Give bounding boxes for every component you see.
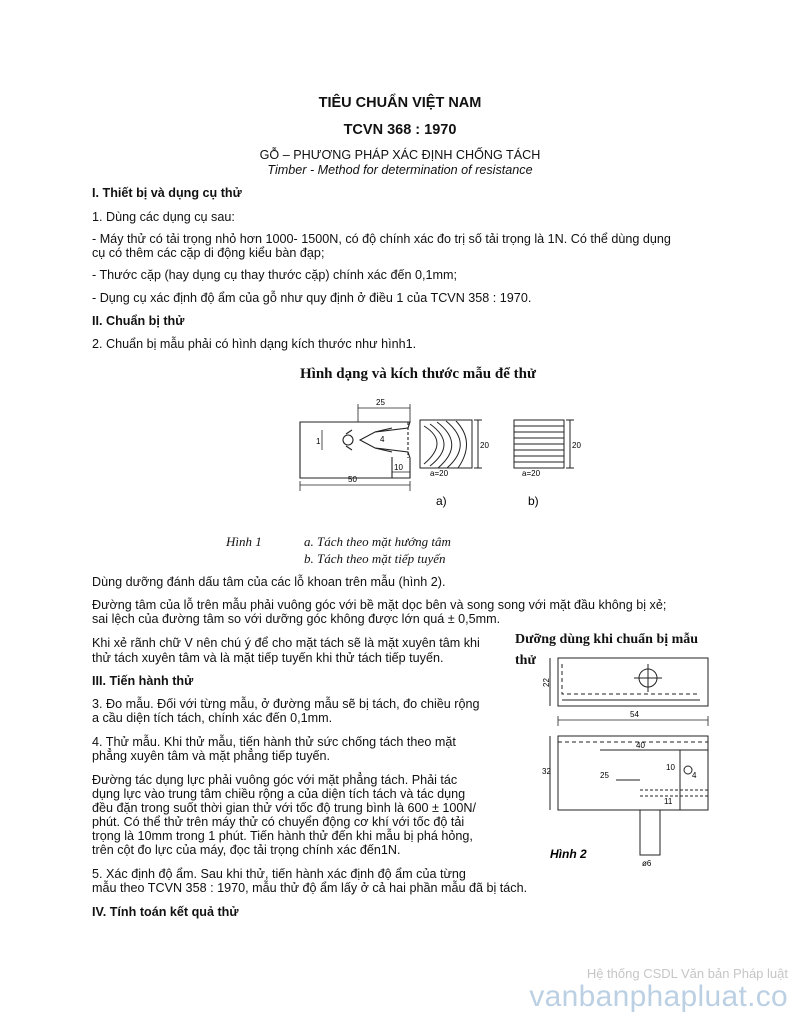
section-3-paragraph-2a: 4. Thử mẫu. Khi thử mẫu, tiến hành thử sức chống tách theo mặt [92, 735, 456, 749]
dim-25: 25 [600, 771, 609, 780]
section-1-paragraph-1: 1. Dùng các dụng cụ sau: [92, 210, 235, 224]
section-2-paragraph-2: Dùng dưỡng đánh dấu tâm của các lỗ khoan trên mẫu (hình 2). [92, 575, 446, 589]
figure-2-drawing [540, 650, 715, 875]
dim-a20-b: a=20 [522, 469, 541, 478]
section-2-heading: II. Chuẩn bị thử [92, 314, 185, 328]
section-3-paragraph-3e: trọng là 10mm trong 1 phút. Tiến hành thử đến khi mẫu bị phá hỏng, [92, 829, 473, 843]
watermark-line-1: Hệ thống CSDL Văn bản Pháp luật [586, 966, 788, 981]
dim-10: 10 [394, 463, 403, 472]
section-1-paragraph-4: - Dụng cụ xác định độ ẩm của gỗ như quy định ở điều 1 của TCVN 358 : 1970. [92, 291, 532, 305]
section-1-paragraph-2a: - Máy thử có tải trọng nhỏ hơn 1000- 1500N, có độ chính xác đo trị số tải trọng là 1N. Có thể dùng dụng [92, 232, 671, 246]
section-4-heading: IV. Tính toán kết quả thử [92, 905, 239, 919]
section-2-paragraph-3b: sai lệch của đường tâm so với dưỡng góc không được lớn quá ± 0,5mm. [92, 612, 501, 626]
section-2-paragraph-4b: thử tách xuyên tâm và là mặt tiếp tuyến khi thử tách tiếp tuyến. [92, 651, 444, 665]
figure-2-caption: Hình 2 [550, 847, 587, 861]
subtitle-english: Timber - Method for determination of resistance [267, 163, 533, 177]
dim-6: ø6 [642, 859, 652, 868]
document-code: TCVN 368 : 1970 [343, 122, 457, 138]
section-3-paragraph-3f: trên cột đo lực của máy, đọc tải trọng chính xác đến1N. [92, 843, 401, 857]
dim-1: 1 [316, 437, 321, 446]
cross-section-b [514, 420, 574, 468]
section-2-paragraph-1: 2. Chuẩn bị mẫu phải có hình dạng kích thước như hình1. [92, 337, 417, 351]
section-1-heading: I. Thiết bị và dụng cụ thử [92, 186, 242, 200]
document-title: TIÊU CHUẨN VIỆT NAM [318, 95, 482, 111]
dim-20-b: 20 [572, 441, 581, 450]
section-3-paragraph-3d: phút. Có thể thử trên máy thử có chuyển động cơ khí với tốc độ tải [92, 815, 465, 829]
watermark-line-2: vanbanphapluat.co [529, 980, 788, 1013]
figure-1-caption-b: b. Tách theo mặt tiếp tuyến [304, 551, 446, 566]
figure-1-caption-a: a. Tách theo mặt hướng tâm [304, 534, 451, 549]
figure-2-title-line-2: thử [515, 653, 536, 668]
figure-2-title: Dưỡng dùng khi chuẩn bị mẫu [515, 632, 699, 647]
section-3-paragraph-4b: mẫu theo TCVN 358 : 1970, mẫu thử độ ẩm lấy ở cả hai phần mẫu đã bị tách. [92, 881, 528, 895]
gauge-top-view [550, 658, 708, 706]
dim-a20-a: a=20 [430, 469, 449, 478]
figure-1-title: Hình dạng và kích thước mẫu để thử [300, 366, 536, 382]
section-3-paragraph-4a: 5. Xác định độ ẩm. Sau khi thử, tiến hành xác định độ ẩm của từng [92, 867, 466, 881]
section-3-paragraph-1a: 3. Đo mẫu. Đối với từng mẫu, ở đường mẫu sẽ bị tách, đo chiều rộng [92, 697, 480, 711]
section-3-paragraph-2b: phẳng xuyên tâm và mặt phẳng tiếp tuyến. [92, 749, 331, 763]
label-b: b) [528, 494, 539, 508]
section-3-paragraph-3b: dụng lực vào trung tâm chiều rộng a của diện tích tách và tác dụng [92, 787, 466, 801]
section-3-heading: III. Tiến hành thử [92, 674, 194, 688]
section-1-paragraph-2b: cụ có thêm các cặp di động kiểu bàn đạp; [92, 246, 325, 260]
label-a: a) [436, 494, 447, 508]
figure-1-drawing [290, 392, 590, 517]
dim-54: 54 [630, 710, 639, 719]
cross-section-a [420, 420, 482, 468]
dim-4: 4 [692, 771, 697, 780]
figure-1-caption-label: Hình 1 [226, 534, 262, 549]
subtitle-vietnamese: GỖ – PHƯƠNG PHÁP XÁC ĐỊNH CHỐNG TÁCH [259, 148, 541, 162]
dim-22: 22 [542, 678, 551, 687]
section-1-paragraph-3: - Thước cặp (hay dụng cụ thay thước cặp) chính xác đến 0,1mm; [92, 268, 457, 282]
section-2-paragraph-4a: Khi xẻ rãnh chữ V nên chú ý để cho mặt tách sẽ là mặt xuyên tâm khi [92, 636, 480, 650]
gauge-front-view [550, 736, 708, 855]
dim-10: 10 [666, 763, 675, 772]
dim-50: 50 [348, 475, 357, 484]
section-3-paragraph-3a: Đường tác dụng lực phải vuông góc với mặt phẳng tách. Phải tác [92, 773, 458, 787]
dim-20-a: 20 [480, 441, 489, 450]
section-2-paragraph-3a: Đường tâm của lỗ trên mẫu phải vuông góc với bề mặt dọc bên và song song với mặt đầu không bị xẻ; [92, 598, 667, 612]
dim-11: 11 [664, 797, 673, 806]
dim-4: 4 [380, 435, 385, 444]
section-3-paragraph-1b: a cầu diện tích tách, chính xác đến 0,1mm. [92, 711, 333, 725]
dim-32: 32 [542, 767, 551, 776]
dim-25: 25 [376, 398, 385, 407]
dim-40: 40 [636, 741, 645, 750]
section-3-paragraph-3c: đều đặn trong suốt thời gian thử với tốc độ trung bình là 600 ± 100N/ [92, 801, 477, 815]
